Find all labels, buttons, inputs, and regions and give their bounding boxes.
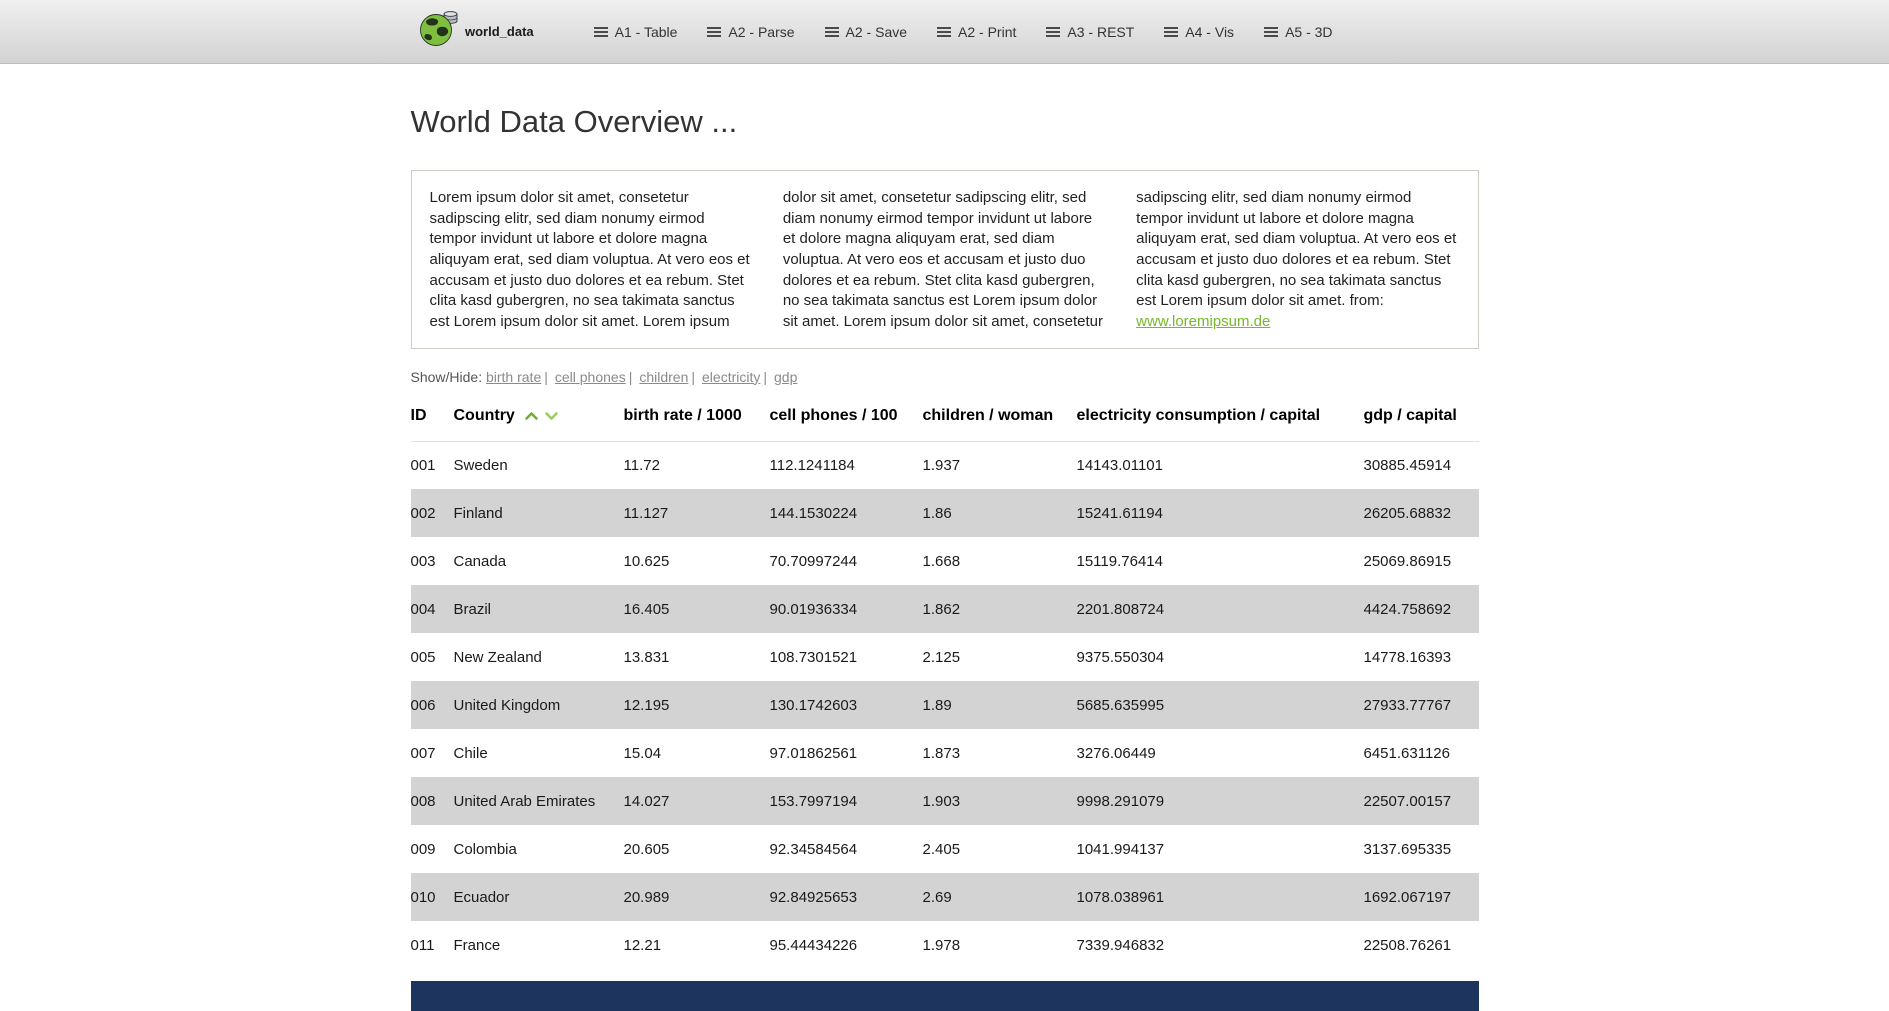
table-header-row (411, 403, 1479, 442)
showhide-row (411, 369, 1479, 385)
cell-electricity-consumption-capital: 9998.291079 (1076, 792, 1165, 810)
separator: | (628, 368, 633, 385)
cell-gdp-capital: 14778.16393 (1363, 648, 1452, 666)
page-title: World Data Overview ... (410, 104, 738, 139)
intro-link-prefix: from: (1349, 292, 1384, 310)
cell-id: 010 (410, 888, 436, 906)
table-row (411, 873, 1479, 921)
cell-cell-phones-100: 92.34584564 (769, 840, 858, 858)
table-row (411, 441, 1479, 489)
cell-country: Ecuador (453, 888, 510, 906)
sort-desc-icon[interactable] (544, 411, 559, 421)
cell-country: United Kingdom (453, 696, 561, 714)
cell-birth-rate-1000: 20.989 (623, 888, 670, 906)
nav-item-label: A4 - Vis (1185, 23, 1235, 40)
cell-children-woman: 1.978 (922, 936, 961, 954)
table-row (411, 921, 1479, 969)
cell-birth-rate-1000: 12.195 (623, 696, 670, 714)
sort-controls (524, 411, 559, 421)
menu-lines-icon (937, 26, 951, 38)
col-header-birth-rate-1000 (624, 403, 770, 442)
nav-item-a4-vis[interactable] (1164, 24, 1234, 40)
cell-birth-rate-1000: 20.605 (623, 840, 670, 858)
cell-birth-rate-1000: 10.625 (623, 552, 670, 570)
nav-menu (594, 24, 1333, 40)
cell-country: Sweden (453, 457, 508, 475)
col-header-label: birth rate / 1000 (623, 406, 742, 424)
table-row (411, 825, 1479, 873)
separator: | (763, 368, 768, 385)
cell-electricity-consumption-capital: 3276.06449 (1076, 744, 1156, 762)
col-header-label: cell phones / 100 (769, 406, 898, 424)
main-content (411, 104, 1479, 1011)
cell-cell-phones-100: 95.44434226 (769, 936, 858, 954)
toggle-link-electricity[interactable]: electricity (702, 368, 761, 385)
nav-item-a2-save[interactable] (825, 24, 907, 40)
separator: | (691, 368, 696, 385)
table-row (411, 681, 1479, 729)
cell-electricity-consumption-capital: 1041.994137 (1076, 840, 1165, 858)
cell-electricity-consumption-capital: 15241.61194 (1076, 504, 1163, 522)
cell-id: 007 (410, 744, 436, 762)
cell-children-woman: 2.405 (922, 840, 961, 858)
nav-item-label: A3 - REST (1067, 23, 1135, 40)
nav-item-a1-table[interactable] (594, 24, 678, 40)
cell-electricity-consumption-capital: 9375.550304 (1076, 648, 1165, 666)
intro-text: Lorem ipsum dolor sit amet, consetetur sadipscing elitr, sed diam nonumy eirmod tempor invidunt ut labore et dolore magna aliquyam erat, sed diam voluptua. At vero eos et accusam et justo duo dolores et ea rebum. Stet clita kasd gubergren, no sea takimata sanctus est Lorem ipsum dolor sit amet. Lorem ipsum dolor sit amet, consetetur sadipscing elitr, sed diam nonumy eirmod tempor invidunt ut labore et dolore magna aliquyam erat, sed diam voluptua. At vero eos et accusam et justo duo dolores et ea rebum. Stet clita kasd gubergren, no sea takimata sanctus est Lorem ipsum dolor sit amet. Lorem ipsum dolor sit amet, consetetur sadipscing elitr, sed diam nonumy eirmod tempor invidunt ut labore et dolore magna aliquyam erat, sed diam voluptua. At vero eos et accusam et justo duo dolores et ea rebum. Stet clita kasd gubergren, no sea takimata sanctus est Lorem ipsum dolor sit amet. (429, 189, 1457, 331)
loremipsum-link[interactable]: www.loremipsum.de (1136, 313, 1271, 331)
cell-country: Chile (453, 744, 488, 762)
nav-item-label: A2 - Print (958, 23, 1017, 40)
menu-lines-icon (1164, 26, 1178, 38)
cell-cell-phones-100: 153.7997194 (769, 792, 858, 810)
top-nav (0, 0, 1889, 64)
showhide-links (486, 369, 797, 385)
cell-id: 008 (410, 792, 436, 810)
col-header-label: Country (453, 406, 515, 424)
col-header-label: electricity consumption / capital (1076, 406, 1321, 424)
cell-gdp-capital: 27933.77767 (1363, 696, 1452, 714)
cell-country: United Arab Emirates (453, 792, 596, 810)
showhide-label: Show/Hide: (410, 368, 483, 385)
footer-bar (411, 981, 1479, 1011)
cell-electricity-consumption-capital: 7339.946832 (1076, 936, 1165, 954)
cell-cell-phones-100: 108.7301521 (769, 648, 858, 666)
globe-icon (420, 11, 458, 52)
cell-cell-phones-100: 144.1530224 (769, 504, 858, 522)
cell-electricity-consumption-capital: 5685.635995 (1076, 696, 1165, 714)
cell-country: Brazil (453, 600, 492, 618)
nav-item-a3-rest[interactable] (1046, 24, 1134, 40)
nav-item-label: A2 - Save (845, 23, 908, 40)
nav-item-a2-parse[interactable] (707, 24, 794, 40)
cell-country: New Zealand (453, 648, 542, 666)
cell-gdp-capital: 3137.695335 (1363, 840, 1452, 858)
col-header-electricity-consumption-capital (1077, 403, 1364, 442)
cell-birth-rate-1000: 11.127 (623, 504, 669, 522)
cell-electricity-consumption-capital: 2201.808724 (1076, 600, 1165, 618)
cell-electricity-consumption-capital: 15119.76414 (1076, 552, 1163, 570)
cell-gdp-capital: 22507.00157 (1363, 792, 1452, 810)
menu-lines-icon (594, 26, 608, 38)
cell-id: 011 (410, 936, 435, 954)
cell-gdp-capital: 25069.86915 (1363, 552, 1452, 570)
nav-item-label: A1 - Table (614, 23, 678, 40)
cell-birth-rate-1000: 16.405 (623, 600, 670, 618)
menu-lines-icon (825, 26, 839, 38)
toggle-link-cell-phones[interactable]: cell phones (554, 368, 626, 385)
cell-birth-rate-1000: 11.72 (623, 457, 660, 475)
table-row (411, 585, 1479, 633)
sort-asc-icon[interactable] (524, 411, 539, 421)
col-header-label: gdp / capital (1363, 406, 1457, 424)
cell-id: 003 (410, 552, 436, 570)
cell-children-woman: 1.862 (922, 600, 961, 618)
intro-paragraph (430, 188, 1460, 333)
cell-electricity-consumption-capital: 14143.01101 (1076, 457, 1163, 475)
menu-lines-icon (1046, 26, 1060, 38)
menu-lines-icon (707, 26, 721, 38)
table-row (411, 537, 1479, 585)
cell-id: 001 (410, 457, 436, 475)
cell-children-woman: 2.69 (922, 888, 952, 906)
cell-children-woman: 1.873 (922, 744, 961, 762)
cell-id: 006 (410, 696, 436, 714)
col-header-children-woman (923, 403, 1077, 442)
col-header-label: children / woman (922, 406, 1054, 424)
cell-birth-rate-1000: 13.831 (623, 648, 670, 666)
nav-inner (420, 11, 1333, 52)
cell-electricity-consumption-capital: 1078.038961 (1076, 888, 1165, 906)
cell-country: Canada (453, 552, 507, 570)
table-row (411, 633, 1479, 681)
table-row (411, 777, 1479, 825)
cell-id: 002 (410, 504, 436, 522)
cell-gdp-capital: 22508.76261 (1363, 936, 1452, 954)
cell-gdp-capital: 30885.45914 (1363, 457, 1452, 475)
cell-id: 005 (410, 648, 436, 666)
col-header-gdp-capital (1364, 403, 1479, 442)
cell-gdp-capital: 4424.758692 (1363, 600, 1452, 618)
cell-country: Finland (453, 504, 503, 522)
cell-cell-phones-100: 97.01862561 (769, 744, 858, 762)
cell-children-woman: 1.86 (922, 504, 952, 522)
cell-cell-phones-100: 92.84925653 (769, 888, 858, 906)
data-table (411, 403, 1479, 970)
nav-item-a5-3d[interactable] (1264, 24, 1332, 40)
col-header-cell-phones-100 (770, 403, 923, 442)
cell-children-woman: 1.903 (922, 792, 961, 810)
table-row (411, 489, 1479, 537)
cell-cell-phones-100: 70.70997244 (769, 552, 858, 570)
toggle-link-gdp[interactable]: gdp (774, 368, 798, 385)
cell-country: Colombia (453, 840, 517, 858)
cell-gdp-capital: 26205.68832 (1363, 504, 1452, 522)
cell-birth-rate-1000: 14.027 (623, 792, 670, 810)
nav-item-label: A2 - Parse (728, 23, 795, 40)
cell-id: 004 (410, 600, 436, 618)
col-header-id (411, 403, 454, 442)
nav-item-label: A5 - 3D (1285, 23, 1333, 40)
col-header-label: ID (410, 406, 427, 424)
menu-lines-icon (1264, 26, 1278, 38)
toggle-link-children[interactable]: children (639, 368, 689, 385)
cell-country: France (453, 936, 501, 954)
logo-text: world_data (465, 24, 534, 39)
cell-gdp-capital: 6451.631126 (1363, 744, 1450, 762)
cell-children-woman: 2.125 (922, 648, 961, 666)
toggle-link-birth-rate[interactable]: birth rate (485, 368, 542, 385)
cell-cell-phones-100: 112.1241184 (769, 457, 855, 475)
cell-children-woman: 1.937 (922, 457, 961, 475)
intro-box (411, 170, 1479, 349)
col-header-country[interactable] (454, 403, 624, 442)
cell-children-woman: 1.89 (922, 696, 952, 714)
cell-id: 009 (410, 840, 436, 858)
separator: | (544, 368, 548, 385)
logo[interactable] (420, 11, 534, 52)
cell-gdp-capital: 1692.067197 (1363, 888, 1452, 906)
cell-cell-phones-100: 130.1742603 (769, 696, 858, 714)
table-row (411, 729, 1479, 777)
cell-birth-rate-1000: 15.04 (623, 744, 662, 762)
nav-item-a2-print[interactable] (937, 24, 1016, 40)
cell-cell-phones-100: 90.01936334 (769, 600, 858, 618)
cell-birth-rate-1000: 12.21 (623, 936, 662, 954)
cell-children-woman: 1.668 (922, 552, 961, 570)
